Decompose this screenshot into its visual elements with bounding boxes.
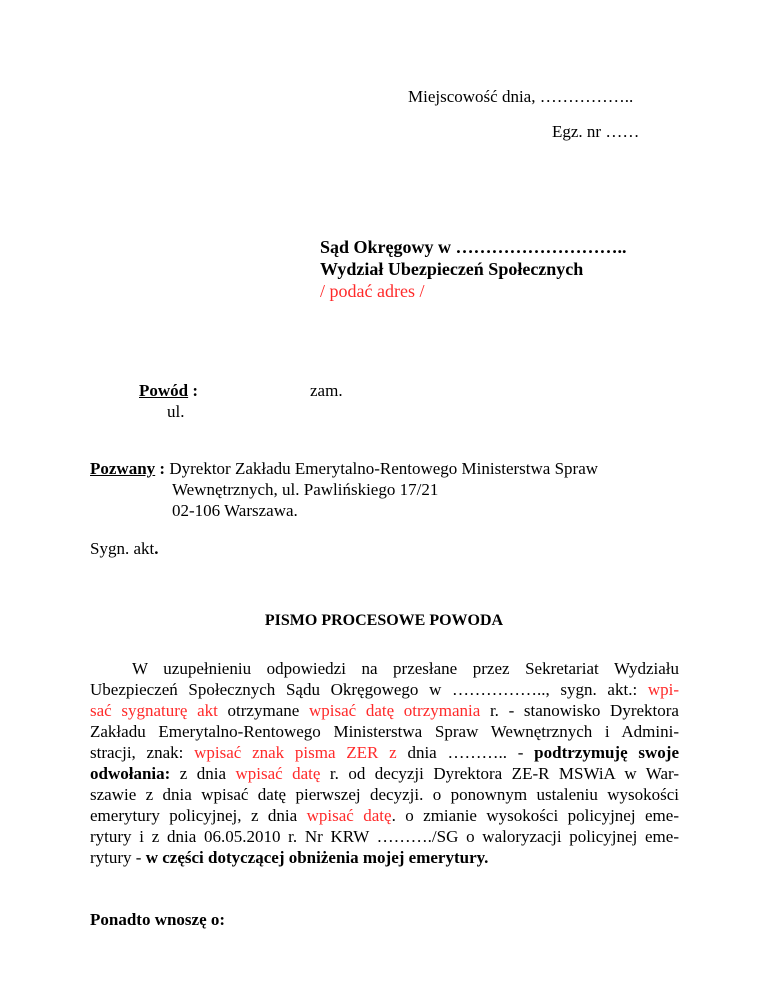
placeholder-segment: wpisać datę otrzymania — [308, 701, 481, 720]
court-department: Wydział Ubezpieczeń Społecznych — [320, 259, 584, 279]
text-segment: z dnia — [170, 764, 236, 783]
court-name: Sąd Okręgowy w ……………………….. — [320, 237, 627, 257]
placeholder-segment: wpi- — [647, 680, 679, 699]
paragraph-line-2 — [90, 679, 679, 700]
document-title: PISMO PROCESOWE POWODA — [264, 612, 504, 629]
text-segment: r. od decyzji Dyrektora ZE-R MSWiA w War- — [320, 764, 679, 783]
placeholder-segment: wpisać datę — [235, 764, 321, 783]
text-segment: r. - stanowisko Dyrektora — [480, 701, 679, 720]
placeholder-segment: wpisać datę — [306, 806, 392, 825]
paragraph-line-6 — [90, 763, 679, 784]
paragraph-line-4: Zakładu Emerytalno-Rentowego Ministerstwa Spraw Wewnętrznych i Admini- — [90, 722, 679, 741]
plaintiff-label-colon: : — [188, 381, 199, 400]
paragraph-line-9: rytury i z dnia 06.05.2010 r. Nr KRW ………./SG o waloryzacji policyjnej eme- — [90, 827, 679, 846]
court-address-hint: / podać adres / — [320, 281, 425, 301]
text-segment: dnia ……….. - — [396, 743, 535, 762]
paragraph-line-5 — [90, 742, 679, 763]
paragraph-line-3 — [90, 700, 679, 721]
paragraph-line-10 — [90, 847, 679, 868]
text-segment: Ubezpieczeń Społecznych Sądu Okręgowego w …………….., sygn. akt.: — [90, 680, 648, 699]
court-address-block — [320, 237, 627, 303]
copy-number-line: Egz. nr …… — [552, 122, 640, 141]
text-segment: rytury - — [90, 848, 146, 867]
main-paragraph — [90, 658, 679, 868]
plaintiff-residence: zam. — [310, 381, 343, 400]
case-reference-label: Sygn. akt — [90, 539, 155, 558]
defendant-name: Dyrektor Zakładu Emerytalno-Rentowego Ministerstwa Spraw — [165, 459, 599, 478]
placeholder-segment: wpisać znak pisma ZER z — [194, 743, 397, 762]
text-segment: emerytury policyjnej, z dnia — [90, 806, 307, 825]
case-reference — [90, 538, 158, 559]
paragraph-line-1: W uzupełnieniu odpowiedzi na przesłane przez Sekretariat Wydziału — [132, 659, 679, 678]
defendant-label: Pozwany — [90, 459, 156, 478]
text-segment: . o zmianie wysokości policyjnej eme- — [391, 806, 679, 825]
emphasis-segment: odwołania: — [90, 764, 171, 783]
paragraph-line-7: szawie z dnia wpisać datę pierwszej decyzji. o ponownym ustaleniu wysokości — [90, 785, 679, 804]
place-date-line: Miejscowość dnia, …………….. — [408, 87, 634, 106]
defendant-line-1 — [90, 458, 598, 479]
emphasis-segment: podtrzymuję swoje — [534, 743, 679, 762]
defendant-block — [90, 458, 598, 521]
placeholder-segment: sać sygnaturę akt — [90, 701, 218, 720]
defendant-line-3: 02-106 Warszawa. — [172, 501, 298, 520]
emphasis-segment: w części dotyczącej obniżenia mojej emerytury. — [145, 848, 489, 867]
case-reference-dot: . — [154, 539, 159, 558]
defendant-line-2: Wewnętrznych, ul. Pawlińskiego 17/21 — [172, 480, 439, 499]
paragraph-line-8 — [90, 805, 679, 826]
plaintiff-label — [139, 380, 198, 401]
plaintiff-street: ul. — [167, 402, 185, 421]
defendant-label-colon: : — [155, 459, 166, 478]
text-segment: otrzymane — [217, 701, 309, 720]
plaintiff-label-text: Powód — [139, 381, 189, 400]
text-segment: stracji, znak: — [90, 743, 195, 762]
further-requests-heading: Ponadto wnoszę o: — [90, 910, 226, 929]
